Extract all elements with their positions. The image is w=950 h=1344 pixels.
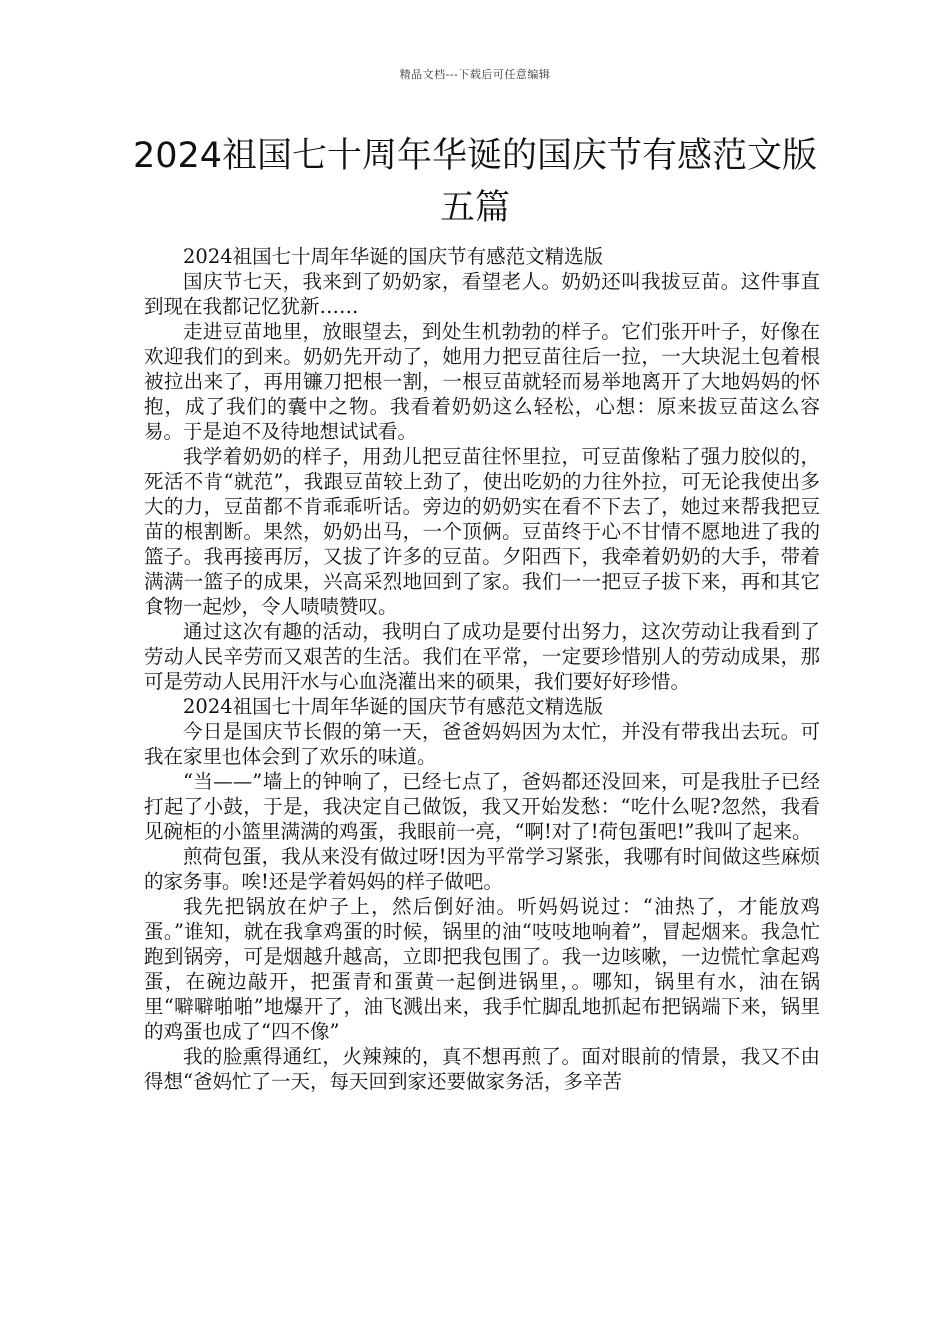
section-heading: 2024祖国七十周年华诞的国庆节有感范文精选版 <box>183 695 604 718</box>
paragraph: 国庆节七天，我来到了奶奶家，看望老人。奶奶还叫我拔豆苗。这件事直到现在我都记忆犹新…… <box>144 270 820 318</box>
paragraph: 煎荷包蛋，我从来没有做过呀!因为平常学习紧张，我哪有时间做这些麻烦的家务事。唉!还是学着妈妈的样子做吧。 <box>144 845 820 893</box>
paragraph: “当——”墙上的钟响了，已经七点了，爸妈都还没回来，可是我肚子已经打起了小鼓，于是，我决定自己做饭，我又开始发愁：“吃什么呢?忽然，我看见碗柜的小篮里满满的鸡蛋，我眼前一亮，“啊!对了!荷包蛋吧!”我叫了起来。 <box>144 770 820 843</box>
document-title: 2024祖国七十周年华诞的国庆节有感范文版五篇 <box>132 136 818 228</box>
section-heading: 2024祖国七十周年华诞的国庆节有感范文精选版 <box>183 245 604 268</box>
paragraph: 我学着奶奶的样子，用劲儿把豆苗往怀里拉，可豆苗像粘了强力胶似的，死活不肯“就范”，我跟豆苗较上劲了，使出吃奶的力往外拉，可无论我使出多大的力，豆苗都不肯乖乖听话。旁边的奶奶实在看不下去了，她过来帮我把豆苗的根割断。果然，奶奶出马，一个顶俩。豆苗终于心不甘情不愿地进了我的篮子。我再接再厉，又拔了许多的豆苗。夕阳西下，我牵着奶奶的大手，带着满满一篮子的成果，兴高采烈地回到了家。我们一一把豆子拔下来，再和其它食物一起炒，令人啧啧赞叹。 <box>144 445 820 618</box>
paragraph: 通过这次有趣的活动，我明白了成功是要付出努力，这次劳动让我看到了劳动人民辛劳而又艰苦的生活。我们在平常，一定要珍惜别人的劳动成果，那可是劳动人民用汗水与心血浇灌出来的硕果，我们要好好珍惜。 <box>144 620 820 693</box>
paragraph: 我的脸熏得通红，火辣辣的，真不想再煎了。面对眼前的情景，我又不由得想“爸妈忙了一天，每天回到家还要做家务活，多辛苦 <box>144 1045 820 1093</box>
page-header: 精品文档---下载后可任意编辑 <box>399 68 551 81</box>
paragraph: 今日是国庆节长假的第一天，爸爸妈妈因为太忙，并没有带我出去玩。可我在家里也体会到了欢乐的味道。 <box>144 720 820 768</box>
paragraph: 我先把锅放在炉子上，然后倒好油。听妈妈说过：“油热了，才能放鸡蛋。”谁知，就在我拿鸡蛋的时候，锅里的油“吱吱地响着”，冒起烟来。我急忙跑到锅旁，可是烟越升越高，立即把我包围了。我一边咳嗽，一边慌忙拿起鸡蛋，在碗边敲开，把蛋青和蛋黄一起倒进锅里，。哪知，锅里有水，油在锅里“噼噼啪啪”地爆开了，油飞溅出来，我手忙脚乱地抓起布把锅端下来，锅里的鸡蛋也成了“四不像” <box>144 895 820 1043</box>
paragraph: 走进豆苗地里，放眼望去，到处生机勃勃的样子。它们张开叶子，好像在欢迎我们的到来。奶奶先开动了，她用力把豆苗往后一拉，一大块泥土包着根被拉出来了，再用镰刀把根一割，一根豆苗就轻而易举地离开了大地妈妈的怀抱，成了我们的囊中之物。我看着奶奶这么轻松，心想：原来拔豆苗这么容易。于是迫不及待地想试试看。 <box>144 320 820 443</box>
document-body <box>144 244 820 1094</box>
